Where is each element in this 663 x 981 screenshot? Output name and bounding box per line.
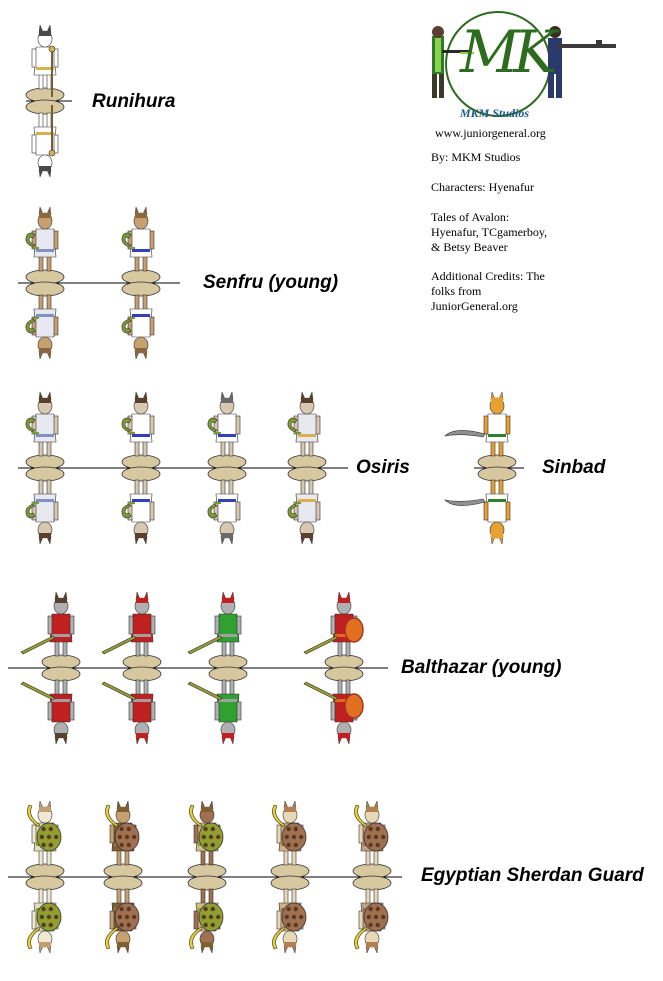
label-runihura: Runihura	[92, 91, 176, 112]
figure-base	[122, 282, 160, 296]
figure-base	[288, 467, 326, 481]
figure-base	[26, 100, 64, 114]
figure-mirrored	[27, 889, 61, 953]
figure-upright	[32, 25, 58, 97]
figure-upright	[21, 592, 74, 656]
credit-additional-line: Additional Credits: The	[431, 269, 545, 283]
figure-upright	[304, 592, 363, 656]
figure-upright	[26, 392, 58, 456]
figure-upright	[102, 592, 155, 656]
figure-mirrored	[105, 889, 139, 953]
figure-base	[353, 876, 391, 890]
credit-tales-line: Hyenafur, TCgamerboy,	[431, 225, 548, 239]
figure-mirrored	[288, 480, 320, 544]
label-sinbad: Sinbad	[542, 457, 606, 478]
figure-base	[104, 876, 142, 890]
figure-upright	[122, 392, 154, 456]
figure-mirrored	[272, 889, 306, 953]
figure-group	[26, 25, 72, 177]
figure-upright	[27, 801, 61, 865]
figure-mirrored	[102, 680, 155, 744]
figure-upright	[272, 801, 306, 865]
credit-by: By: MKM Studios	[431, 150, 521, 164]
figure-base	[208, 467, 246, 481]
figure-mirrored	[21, 680, 74, 744]
figure-group	[8, 592, 388, 744]
figure-base	[122, 467, 160, 481]
figure-base	[271, 876, 309, 890]
figure-mirrored	[122, 295, 154, 359]
credit-tales-line: Tales of Avalon:	[431, 210, 510, 224]
figure-base	[26, 876, 64, 890]
figure-mirrored	[26, 295, 58, 359]
figure-base	[478, 467, 516, 481]
credit-url: www.juniorgeneral.org	[435, 126, 546, 140]
label-sherdan-guard: Egyptian Sherdan Guard	[421, 865, 644, 886]
figure-base	[42, 667, 80, 681]
label-senfru: Senfru (young)	[203, 272, 339, 293]
label-osiris: Osiris	[356, 457, 410, 478]
logo-studio-name: MKM Studios	[460, 106, 530, 120]
figure-base	[325, 667, 363, 681]
figure-group	[445, 392, 524, 544]
figure-mirrored	[354, 889, 388, 953]
figure-upright	[105, 801, 139, 865]
credit-additional-line: JuniorGeneral.org	[431, 299, 518, 313]
figure-upright	[188, 592, 241, 656]
figure-group	[18, 207, 180, 359]
figure-mirrored	[189, 889, 223, 953]
figure-group	[18, 392, 348, 544]
figure-upright	[122, 207, 154, 271]
figure-mirrored	[26, 480, 58, 544]
figure-base	[188, 876, 226, 890]
figure-upright	[354, 801, 388, 865]
figure-base	[209, 667, 247, 681]
figure-mirrored	[32, 105, 58, 177]
figure-upright	[208, 392, 240, 456]
figure-mirrored	[188, 680, 241, 744]
credit-tales-line: & Betsy Beaver	[431, 240, 508, 254]
credit-additional-line: folks from	[431, 284, 482, 298]
figure-mirrored	[445, 480, 510, 544]
figure-base	[26, 467, 64, 481]
credit-characters: Characters: Hyenafur	[431, 180, 534, 194]
figure-base	[123, 667, 161, 681]
figure-upright	[288, 392, 320, 456]
figure-mirrored	[122, 480, 154, 544]
figure-mirrored	[304, 680, 363, 744]
figure-upright	[189, 801, 223, 865]
figure-upright	[26, 207, 58, 271]
figure-group	[8, 801, 402, 953]
logo-monogram: MK	[460, 18, 551, 86]
figure-mirrored	[208, 480, 240, 544]
figure-base	[26, 282, 64, 296]
figure-upright	[445, 392, 510, 456]
label-balthazar: Balthazar (young)	[401, 657, 562, 678]
